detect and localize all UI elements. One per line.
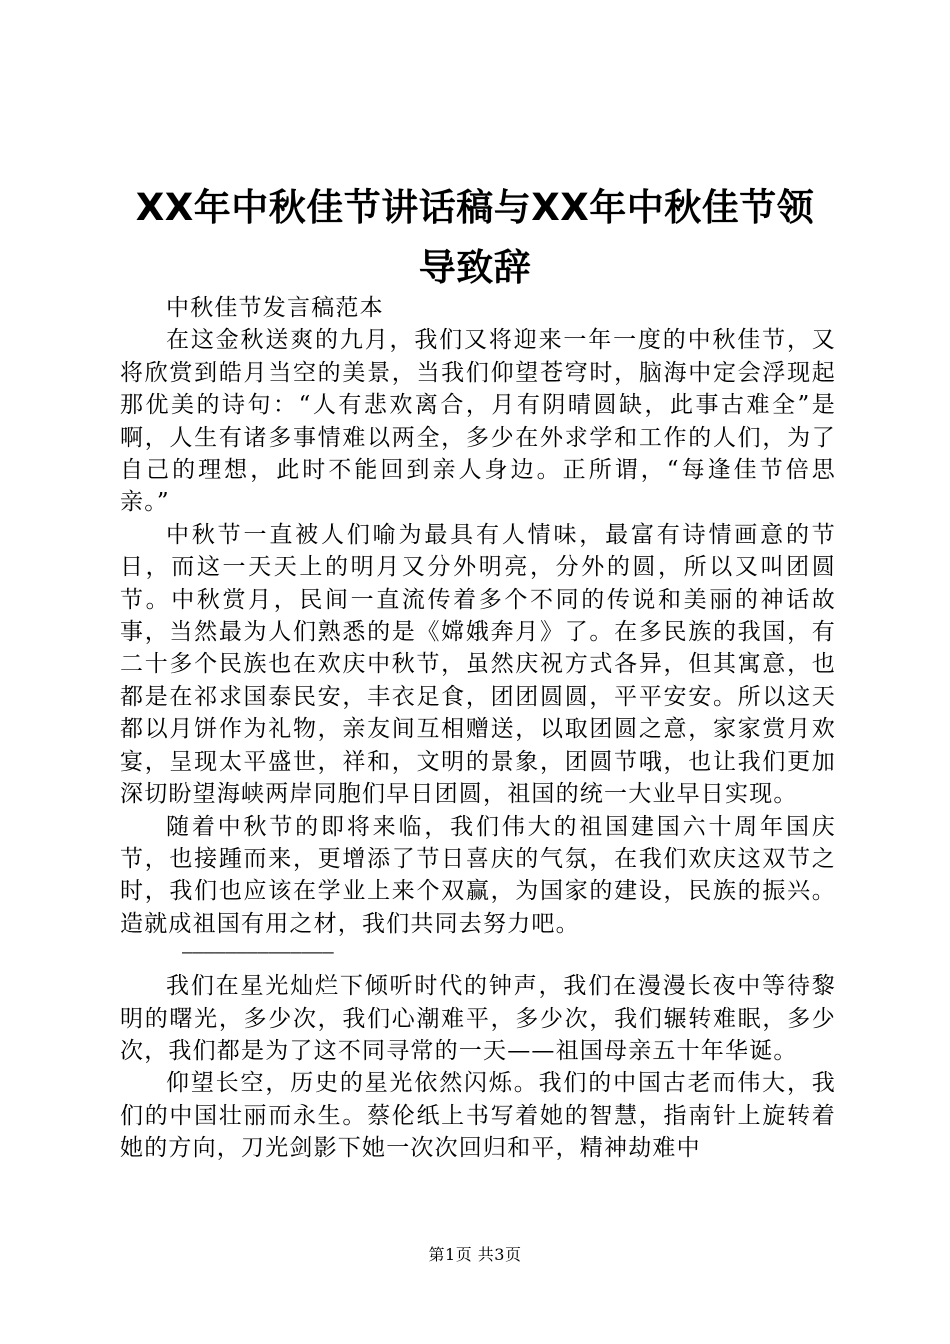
document-title: XX年中秋佳节讲话稿与XX年中秋佳节领导致辞 [135, 186, 815, 289]
paragraph: 中秋节一直被人们喻为最具有人情味，最富有诗情画意的节日，而这一天天上的明月又分外明亮，分外的圆，所以又叫团圆节。中秋赏月，民间一直流传着多个不同的传说和美丽的神话故事，当然最为人们熟悉的是《嫦娥奔月》了。在多民族的我国，有二十多个民族也在欢庆中秋节，虽然庆祝方式各异，但其寓意，也都是在祁求国泰民安，丰衣足食，团团圆圆，平平安安。所以这天都以月饼作为礼物，亲友间互相赠送，以取团圆之意，家家赏月欢宴，呈现太平盛世，祥和，文明的景象，团圆节哦，也让我们更加深切盼望海峡两岸同胞们早日团圆，祖国的统一大业早日实现。 [120, 521, 836, 808]
paragraph: 我们在星光灿烂下倾听时代的钟声，我们在漫漫长夜中等待黎明的曙光，多少次，我们心潮难平，多少次，我们辗转难眠，多少次，我们都是为了这不同寻常的一天——祖国母亲五十年华诞。 [120, 973, 836, 1064]
paragraph-subtitle: 中秋佳节发言稿范本 [166, 295, 384, 321]
paragraph: 在这金秋送爽的九月，我们又将迎来一年一度的中秋佳节，又将欣赏到皓月当空的美景，当我们仰望苍穹时，脑海中定会浮现起那优美的诗句：“人有悲欢离合，月有阴晴圆缺，此事古难全”是啊，人生有诸多事情难以两全，多少在外求学和工作的人们，为了自己的理想，此时不能回到亲人身边。正所谓，“每逢佳节倍思亲。” [120, 327, 836, 516]
section-separator: —————————————— [182, 942, 334, 964]
paragraph: 仰望长空，历史的星光依然闪烁。我们的中国古老而伟大，我们的中国壮丽而永生。蔡伦纸上书写着她的智慧，指南针上旋转着她的方向，刀光剑影下她一次次回归和平，精神劫难中 [120, 1070, 836, 1162]
paragraph: 随着中秋节的即将来临，我们伟大的祖国建国六十周年国庆节，也接踵而来，更增添了节日喜庆的气氛，在我们欢庆这双节之时，我们也应该在学业上来个双赢，为国家的建设，民族的振兴。造就成祖国有用之材，我们共同去努力吧。 [120, 813, 836, 937]
page-footer: 第1页 共3页 [428, 1245, 522, 1264]
document-body [120, 292, 836, 1165]
